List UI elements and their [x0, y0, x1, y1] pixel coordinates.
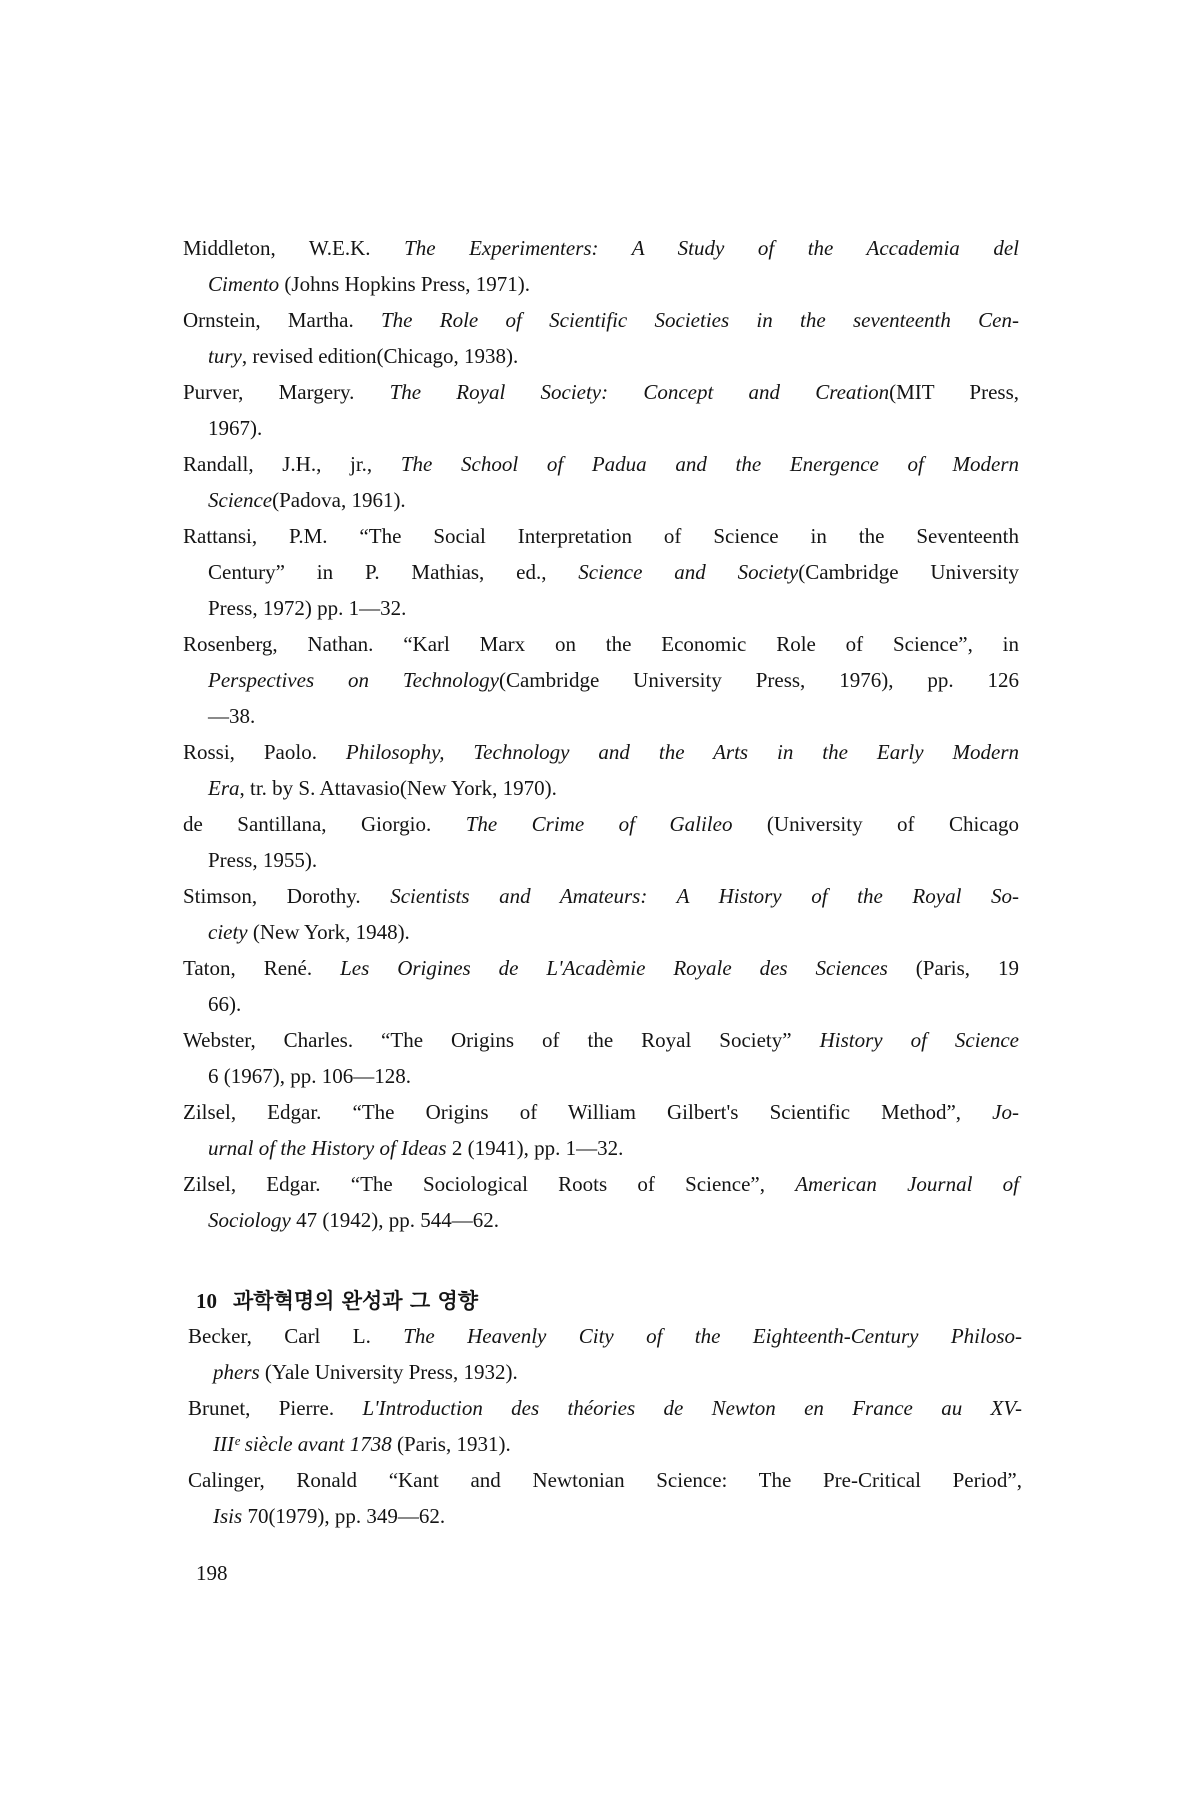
bibliography-entry — [188, 1390, 1022, 1462]
entry-text: Middleton, W.E.K. — [183, 236, 405, 260]
entry-line — [183, 230, 1019, 266]
bibliography-entry — [183, 446, 1019, 518]
entry-text: (Cambridge University — [798, 560, 1020, 584]
entry-text: , tr. by S. Attavasio(New York, 1970). — [239, 776, 557, 800]
entry-text: , revised edition(Chicago, 1938). — [241, 344, 519, 368]
bibliography-entry — [188, 1318, 1022, 1390]
italic-title-text: The Role of Scientific Societies in the seventeenth Cen- — [381, 308, 1019, 332]
entry-text: (Paris, 1931). — [391, 1432, 511, 1456]
section-heading — [196, 1283, 478, 1319]
entry-line — [183, 1130, 1019, 1166]
italic-title-text: tury — [208, 344, 242, 368]
entry-text: 70(1979), pp. 349—62. — [242, 1504, 446, 1528]
entry-text: 47 (1942), pp. 544—62. — [290, 1208, 500, 1232]
chapter-title: 과학혁명의 완성과 그 영향 — [233, 1289, 479, 1313]
page-number: 198 — [196, 1561, 228, 1585]
entry-text: Press, 1955). — [208, 848, 318, 872]
bibliography-entry — [183, 374, 1019, 446]
bibliography-entry — [183, 1094, 1019, 1166]
entry-line — [183, 842, 1019, 878]
entry-text: (Yale University Press, 1932). — [259, 1360, 518, 1384]
entry-line — [183, 374, 1019, 410]
entry-text: Webster, Charles. “The Origins of the Royal Society” — [183, 1028, 820, 1052]
entry-line — [183, 1166, 1019, 1202]
bibliography-entry — [183, 734, 1019, 806]
entry-text: (Johns Hopkins Press, 1971). — [279, 272, 531, 296]
entry-text: 66). — [208, 992, 242, 1016]
entry-line — [183, 806, 1019, 842]
entry-text: (Cambridge University Press, 1976), pp. 126 — [498, 668, 1019, 692]
italic-title-text: Science and Society — [578, 560, 799, 584]
entry-text: —38. — [208, 704, 256, 728]
italic-title-text: Sociology — [208, 1208, 291, 1232]
italic-title-text: Cimento — [208, 272, 280, 296]
italic-title-text: The Royal Society: Concept and Creation — [389, 380, 890, 404]
entry-text: (MIT Press, — [889, 380, 1020, 404]
entry-text: Century” in P. Mathias, ed., — [208, 560, 579, 584]
italic-title-text: phers — [213, 1360, 260, 1384]
entry-text: Calinger, Ronald “Kant and Newtonian Science: The Pre-Critical Period”, — [188, 1468, 1022, 1492]
entry-line — [183, 950, 1019, 986]
italic-title-text: ciety — [208, 920, 248, 944]
entry-line — [183, 410, 1019, 446]
bibliography-entry — [183, 950, 1019, 1022]
entry-line — [183, 734, 1019, 770]
italic-title-text: Isis — [213, 1504, 243, 1528]
entry-line — [188, 1318, 1022, 1354]
bibliography-list-chapter-10 — [188, 1318, 1022, 1534]
bibliography-list — [183, 230, 1019, 1238]
entry-text: (University of Chicago — [732, 812, 1020, 836]
entry-line — [183, 338, 1019, 374]
entry-line — [183, 1202, 1019, 1238]
entry-line — [183, 590, 1019, 626]
entry-line — [188, 1462, 1022, 1498]
bibliography-entry — [183, 518, 1019, 626]
entry-text: Becker, Carl L. — [188, 1324, 404, 1348]
italic-title-text: Les Origines de L'Acadèmie Royale des Sciences — [340, 956, 888, 980]
entry-line — [183, 698, 1019, 734]
bibliography-entry — [183, 878, 1019, 950]
entry-line — [183, 626, 1019, 662]
entry-text: Ornstein, Martha. — [183, 308, 381, 332]
entry-text: (New York, 1948). — [247, 920, 410, 944]
entry-line — [183, 1094, 1019, 1130]
entry-line — [188, 1426, 1022, 1462]
entry-line — [183, 482, 1019, 518]
italic-title-text: The Heavenly City of the Eighteenth-Century Philoso- — [403, 1324, 1022, 1348]
entry-line — [183, 1058, 1019, 1094]
italic-title-text: History of Science — [819, 1028, 1020, 1052]
entry-line — [183, 446, 1019, 482]
entry-line — [183, 770, 1019, 806]
entry-text: Rosenberg, Nathan. “Karl Marx on the Economic Role of Science”, in — [183, 632, 1019, 656]
italic-title-text: The School of Padua and the Energence of Modern — [400, 452, 1019, 476]
entry-text: Zilsel, Edgar. “The Sociological Roots of Science”, — [183, 1172, 796, 1196]
italic-title-text: Science — [208, 488, 273, 512]
italic-title-text: IIIᵉ siècle avant 1738 — [213, 1432, 392, 1456]
italic-title-text: Scientists and Amateurs: A History of the Royal So- — [390, 884, 1020, 908]
bibliography-entry — [183, 626, 1019, 734]
entry-line — [183, 302, 1019, 338]
italic-title-text: L'Introduction des théories de Newton en France au XV- — [362, 1396, 1022, 1420]
entry-text: (Paris, 19 — [887, 956, 1019, 980]
entry-text: Randall, J.H., jr., — [183, 452, 401, 476]
entry-text: (Padova, 1961). — [272, 488, 406, 512]
entry-text: 1967). — [208, 416, 263, 440]
entry-text: Stimson, Dorothy. — [183, 884, 391, 908]
entry-line — [188, 1354, 1022, 1390]
entry-line — [183, 914, 1019, 950]
italic-title-text: Era — [208, 776, 240, 800]
italic-title-text: Jo- — [992, 1100, 1019, 1124]
entry-line — [188, 1498, 1022, 1534]
entry-text: Zilsel, Edgar. “The Origins of William Gilbert's Scientific Method”, — [183, 1100, 993, 1124]
entry-line — [183, 518, 1019, 554]
bibliography-entry — [183, 806, 1019, 878]
entry-text: Press, 1972) pp. 1—32. — [208, 596, 407, 620]
entry-line — [183, 986, 1019, 1022]
bibliography-entry — [183, 1166, 1019, 1238]
bibliography-entry — [183, 302, 1019, 374]
entry-line — [183, 554, 1019, 590]
italic-title-text: American Journal of — [795, 1172, 1019, 1196]
entry-text: 2 (1941), pp. 1—32. — [446, 1136, 624, 1160]
italic-title-text: The Crime of Galileo — [465, 812, 733, 836]
entry-line — [183, 878, 1019, 914]
bibliography-entry — [188, 1462, 1022, 1534]
entry-text: Purver, Margery. — [183, 380, 390, 404]
entry-text: Rattansi, P.M. “The Social Interpretation of Science in the Seventeenth — [183, 524, 1019, 548]
italic-title-text: urnal of the History of Ideas — [208, 1136, 447, 1160]
italic-title-text: Philosophy, Technology and the Arts in the Early Modern — [345, 740, 1019, 764]
entry-text: 6 (1967), pp. 106—128. — [208, 1064, 411, 1088]
bibliography-entry — [183, 230, 1019, 302]
entry-line — [188, 1390, 1022, 1426]
bibliography-entry — [183, 1022, 1019, 1094]
entry-line — [183, 662, 1019, 698]
entry-text: de Santillana, Giorgio. — [183, 812, 466, 836]
italic-title-text: The Experimenters: A Study of the Accademia del — [404, 236, 1019, 260]
entry-text: Brunet, Pierre. — [188, 1396, 363, 1420]
chapter-number: 10 — [196, 1289, 217, 1313]
entry-line — [183, 266, 1019, 302]
entry-text: Rossi, Paolo. — [183, 740, 346, 764]
entry-text: Taton, René. — [183, 956, 341, 980]
italic-title-text: Perspectives on Technology — [208, 668, 499, 692]
entry-line — [183, 1022, 1019, 1058]
